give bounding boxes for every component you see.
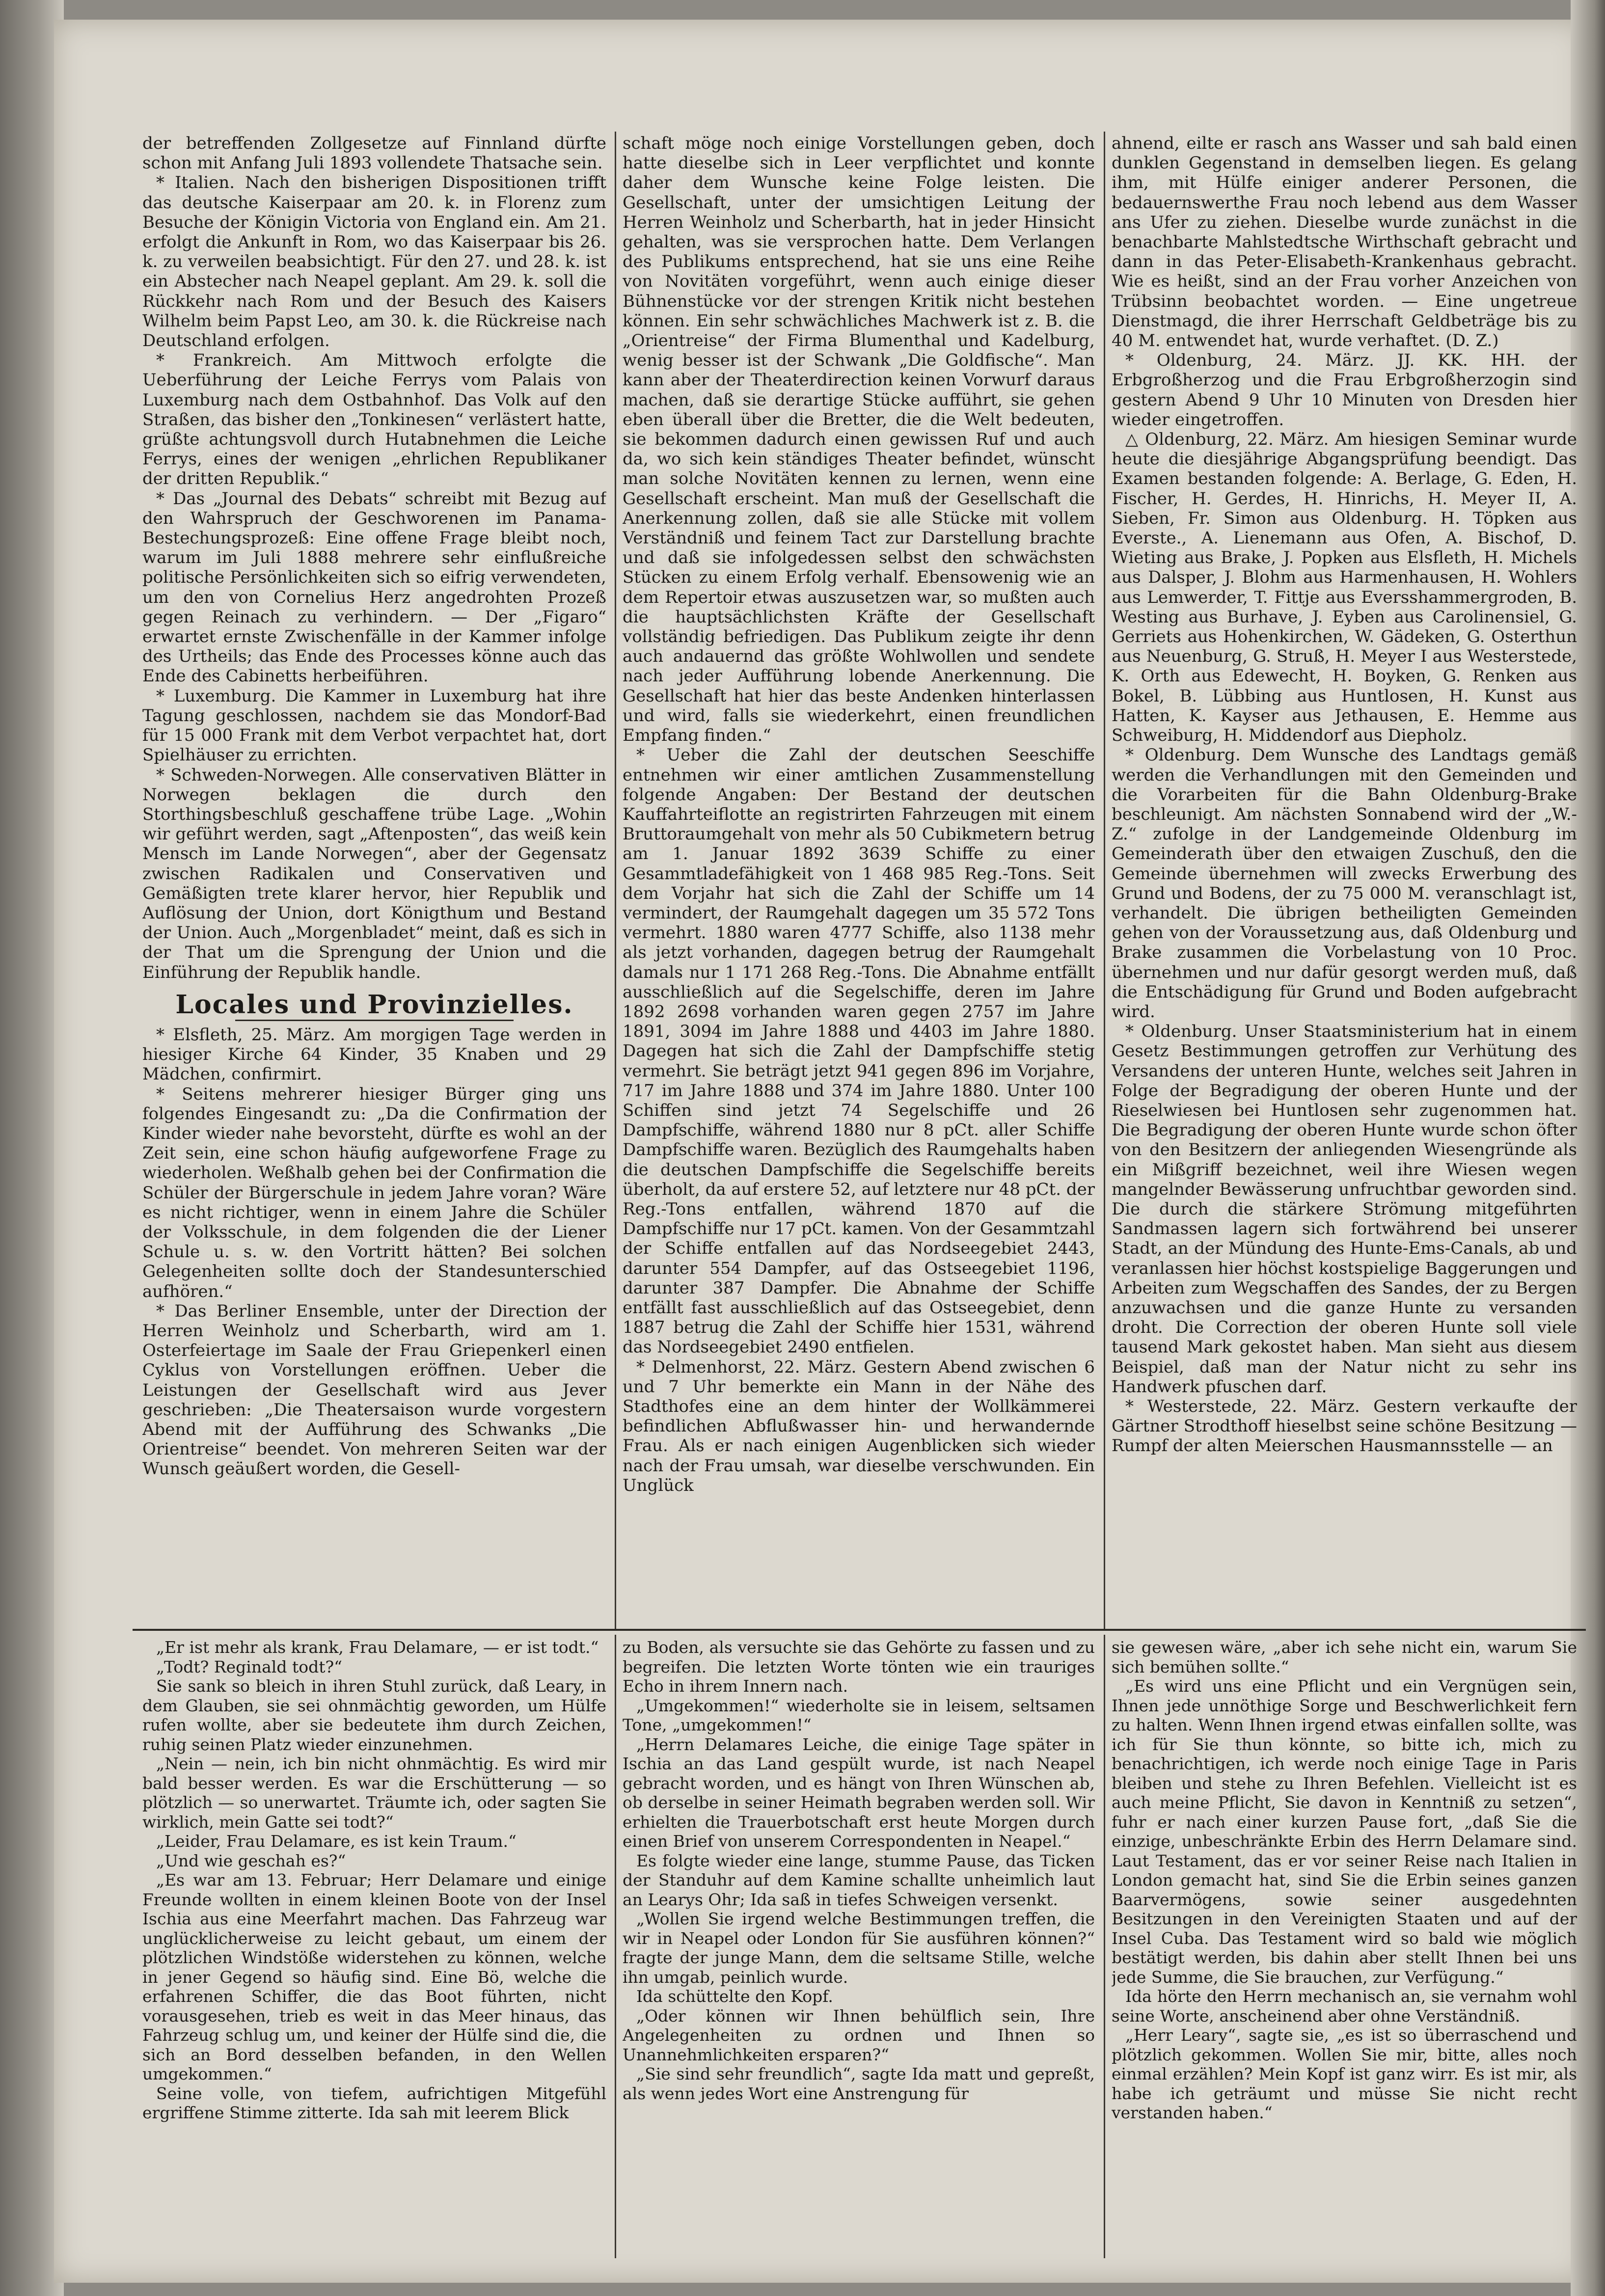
serial-paragraph: „Es wird uns eine Pflicht und ein Vergnügen sein, Ihnen jede unnöthige Sorge und Beschwerlichkeit fern zu halten. Wenn Ihnen irgend etwas einfallen sollte, was ich für Sie thun könnte, so bitte ich, mich zu benachrichtigen, ich werde noch einige Tage in Paris bleiben und stehe zu Ihren Befehlen. Vielleicht ist es auch meine Pflicht, Sie davon in Kenntniß zu setzen“, fuhr er nach einer kurzen Pause fort, „daß Sie die einzige, unbeschränkte Erbin des Herrn Delamare sind. Laut Testament, das er vor seiner Reise nach Italien in London gemacht hat, sind Sie die Erbin seines ganzen Baarvermögens, sowie seiner ausgedehnten Besitzungen in den Vereinigten Staaten und auf der Insel Cuba. Das Testament wird so bald wie möglich bestätigt werden, bis dahin aber stellt Ihnen bei uns jede Summe, die Sie brauchen, zur Verfügung.“ [1112, 1676, 1577, 1987]
column-divider-2 [1104, 132, 1105, 1629]
feuilleton-column-1 [142, 1638, 606, 2256]
serial-paragraph: Sie sank so bleich in ihren Stuhl zurück, daß Leary, in dem Glauben, sie sei ohnmächtig geworden, um Hülfe rufen wollte, aber sie bedeutete ihm durch Zeichen, ruhig seinen Platz wieder einzunehmen. [142, 1676, 606, 1754]
serial-paragraph: „Herrn Delamares Leiche, die einige Tage später in Ischia an das Land gespült wurde, ist nach Neapel gebracht worden, und es hängt von Ihren Wünschen ab, ob derselbe in seiner Heimath begraben werden soll. Wir erhielten die Trauerbotschaft erst heute Morgen durch einen Brief von unserem Correspondenten in Neapel.“ [623, 1734, 1095, 1851]
serial-paragraph: „Leider, Frau Delamare, es ist kein Traum.“ [156, 1832, 517, 1851]
serial-paragraph: „Sie sind sehr freundlich“, sagte Ida matt und gepreßt, als wenn jedes Wort eine Anstrengung für [623, 2064, 1095, 2103]
article-finnland: der betreffenden Zollgesetze auf Finnland dürfte schon mit Anfang Juli 1893 vollendete Thatsache sein. [142, 134, 606, 173]
news-column-1 [142, 134, 606, 1626]
article-schweden-norwegen: * Schweden-Norwegen. Alle conservativen Blätter in Norwegen beklagen die durch den Storthingsbeschluß geschaffene trübe Lage. „Wohin wir geführt werden, sagt „Aftenposten“, das weiß kein Mensch im Lande Norwegen“, aber der Gegensatz zwischen Radikalen und Conservativen und Gemäßigten trete klarer hervor, hier Republik und Auflösung der Union, dort Königthum und Bestand der Union. Auch „Morgenbladet“ meint, daß es sich in der That um die Sprengung der Union und die Einführung der Republik handle. [142, 765, 606, 982]
article-oldenburg-hunte: * Oldenburg. Unser Staatsministerium hat in einem Gesetz Bestimmungen getroffen zur Verhütung des Versandens der unteren Hunte, welches seit Jahren in Folge der Begradigung der oberen Hunte und der Rieselwiesen bei Huntlosen sehr zugenommen hat. Die Begradigung der oberen Hunte wurde schon öfter von den Besitzern der anliegenden Wiesengründe als ein Mißgriff bezeichnet, weil ihre Wiesen wegen mangelnder Bewässerung unfruchtbar geworden sind. Die durch die stärkere Strömung mitgeführten Sandmassen lagern sich fortwährend bei unserer Stadt, an der Mündung des Hunte-Ems-Canals, ab und veranlassen hier höchst kostspielige Baggerungen und Arbeiten zum Wegschaffen des Sandes, der zu Bergen anzuwachsen und die ganze Hunte zu versanden droht. Die Correction der oberen Hunte soll viele tausend Mark gekostet haben. Man sieht aus diesem Beispiel, daß man der Natur nicht zu sehr ins Handwerk pfuschen darf. [1112, 1022, 1577, 1397]
section-heading-rule [235, 1020, 514, 1021]
serial-paragraph: „Wollen Sie irgend welche Bestimmungen treffen, die wir in Neapel oder London für Sie ausführen können?“ fragte der junge Mann, dem die seltsame Stille, welche ihn umgab, peinlich wurde. [623, 1909, 1095, 1987]
article-oldenburg-seminar: △ Oldenburg, 22. März. Am hiesigen Seminar wurde heute die diesjährige Abgangsprüfung beendigt. Das Examen bestanden folgende: A. Berlage, G. Eden, H. Fischer, H. Gerdes, H. Hinrichs, H. Meyer II, A. Sieben, Fr. Simon aus Oldenburg. H. Töpken aus Everste., A. Lienemann aus Ofen, A. Bischof, D. Wieting aus Brake, J. Popken aus Elsfleth, H. Michels aus Dalsper, J. Blohm aus Harmenhausen, H. Wohlers aus Lemwerder, T. Fittje aus Eversshammergroden, B. Westing aus Burhave, J. Eyben aus Carolinensiel, G. Gerriets aus Hohenkirchen, W. Gädeken, G. Osterthun aus Neuenburg, G. Struß, H. Meyer I aus Westerstede, K. Orth aus Edewecht, H. Boyken, G. Renken aus Bokel, B. Lübbing aus Huntlosen, H. Kunst aus Hatten, K. Kayser aus Jethausen, E. Hemme aus Schweiburg, H. Middendorf aus Diepholz. [1112, 430, 1577, 746]
article-delmenhorst-continued: ahnend, eilte er rasch ans Wasser und sah bald einen dunklen Gegenstand in demselben liegen. Es gelang ihm, mit Hülfe einiger anderer Personen, die bedauernswerthe Frau noch lebend aus dem Wasser ans Ufer zu ziehen. Dieselbe wurde zunächst in die benachbarte Mahlstedtsche Wirthschaft gebracht und dann in das Peter-Elisabeth-Krankenhaus gebracht. Wie es heißt, sind an der Frau vorher Anzeichen von Trübsinn beobachtet worden. — Eine ungetreue Dienstmagd, die ihrer Herrschaft Geldbeträge bis zu 40 M. entwendet hat, wurde verhaftet. (D. Z.) [1112, 134, 1577, 351]
article-oldenburg-bahn: * Oldenburg. Dem Wunsche des Landtags gemäß werden die Verhandlungen mit den Gemeinden und die Vorarbeiten für die Bahn Oldenburg-Brake beschleunigt. Am nächsten Sonnabend wird der „W.-Z.“ zufolge in der Landgemeinde Oldenburg im Gemeinderath über den etwaigen Zuschuß, den die Gemeinde übernehmen will zwecks Erwerbung des Grund und Bodens, der zu 75 000 M. veranschlagt ist, verhandelt. Die übrigen betheiligten Gemeinden gehen von der Voraussetzung aus, daß Oldenburg und Brake zusammen die Vorbelastung von 10 Proc. übernehmen und nur dafür gesorgt werden muß, daß die Entschädigung für Grund und Boden aufgebracht wird. [1112, 745, 1577, 1022]
feuilleton-column-3 [1112, 1638, 1577, 2256]
serial-paragraph: Ida hörte den Herrn mechanisch an, sie vernahm wohl seine Worte, anscheinend aber ohne Verständniß. [1112, 1987, 1577, 2026]
article-oldenburg-erbgrossherzog: * Oldenburg, 24. März. JJ. KK. HH. der Erbgroßherzog und die Frau Erbgroßherzogin sind gestern Abend 9 Uhr 10 Minuten von Dresden hier wieder eingetroffen. [1112, 351, 1577, 430]
article-frankreich: * Frankreich. Am Mittwoch erfolgte die Ueberführung der Leiche Ferrys vom Palais von Luxemburg nach dem Ostbahnhof. Das Volk auf den Straßen, das bisher den „Tonkinesen“ verlästert hatte, grüßte achtungsvoll durch Hutabnehmen die Leiche Ferrys, eines der wenigen „ehrlichen Republikaner der dritten Republik.“ [142, 351, 606, 489]
article-westerstede: * Westerstede, 22. März. Gestern verkaufte der Gärtner Strodthoff hieselbst seine schöne Besitzung — Rumpf der alten Meierschen Hausmannsstelle — an [1112, 1397, 1577, 1456]
serial-paragraph: „Es war am 13. Februar; Herr Delamare und einige Freunde wollten in einem kleinen Boote von der Insel Ischia aus eine Meerfahrt machen. Das Fahrzeug war unglücklicherweise zu leicht gebaut, um einem der plötzlichen Windstöße widerstehen zu können, welche in jener Gegend so häufig sind. Eine Bö, welche die erfahrenen Schiffer, die das Boot führten, nicht vorausgesehen, trieb es weit in das Meer hinaus, das Fahrzeug schlug um, und keiner der Hülfe sind die, die sich an Bord desselben befanden, in den Wellen umgekommen.“ [142, 1870, 606, 2083]
article-seeschiffe: * Ueber die Zahl der deutschen Seeschiffe entnehmen wir einer amtlichen Zusammenstellung folgende Angaben: Der Bestand der deutschen Kauffahrteiflotte an registrirten Fahrzeugen mit einem Bruttoraumgehalt von mehr als 50 Cubikmetern betrug am 1. Januar 1892 3639 Schiffe zu einer Gesammtladefähigkeit von 1 468 985 Reg.-Tons. Seit dem Vorjahr hat sich die Zahl der Schiffe um 14 vermindert, der Raumgehalt dagegen um 35 572 Tons vermehrt. 1880 waren 4777 Schiffe, also 1138 mehr als jetzt vorhanden, dagegen betrug der Raumgehalt damals nur 1 171 268 Reg.-Tons. Die Abnahme entfällt ausschließlich auf die Segelschiffe, deren im Jahre 1892 2698 vorhanden waren gegen 2757 im Jahre 1891, 3094 im Jahre 1888 und 4403 im Jahre 1880. Dagegen hat sich die Zahl der Dampfschiffe stetig vermehrt. Sie beträgt jetzt 941 gegen 896 im Vorjahre, 717 im Jahre 1888 und 374 im Jahre 1880. Unter 100 Schiffen sind jetzt 74 Segelschiffe und 26 Dampfschiffe, während 1880 nur 8 pCt. aller Schiffe Dampfschiffe waren. Bezüglich des Raumgehalts haben die deutschen Dampfschiffe die Segelschiffe bereits überholt, da auf erstere 52, auf letztere nur 48 pCt. der Reg.-Tons entfallen, während 1870 auf die Dampfschiffe nur 17 pCt. kamen. Von der Gesammtzahl der Schiffe entfallen auf das Nordseegebiet 2443, darunter 554 Dampfer, auf das Ostseegebiet 1196, darunter 387 Dampfer. Die Abnahme der Schiffe entfällt fast ausschließlich auf das Ostseegebiet, denn 1887 betrug die Zahl der Schiffe hier 1531, während das Nordseegebiet 2490 entfielen. [623, 745, 1095, 1357]
serial-paragraph: „Oder können wir Ihnen behülflich sein, Ihre Angelegenheiten zu ordnen und Ihnen so Unannehmlichkeiten ersparen?“ [623, 2006, 1095, 2064]
article-delmenhorst: * Delmenhorst, 22. März. Gestern Abend zwischen 6 und 7 Uhr bemerkte ein Mann in der Nähe des Stadthofes eine an dem hinter der Wollkämmerei befindlichen Abflußwasser hin- und herwandernde Frau. Als er nach einigen Augenblicken sich wieder nach der Frau umsah, war dieselbe verschwunden. Ein Unglück [623, 1357, 1095, 1495]
feuilleton-divider-1 [615, 1635, 616, 2258]
serial-paragraph: sie gewesen wäre, „aber ich sehe nicht ein, warum Sie sich bemühen sollte.“ [1112, 1638, 1577, 1676]
article-berliner-ensemble: * Das Berliner Ensemble, unter der Direction der Herren Weinholz und Scherbarth, wird am 1. Osterfeiertage im Saale der Frau Griepenkerl einen Cyklus von Vorstellungen eröffnen. Ueber die Leistungen der Gesellschaft wird aus Jever geschrieben: „Die Theatersaison wurde vorgestern Abend mit der Aufführung des Schwanks „Die Orientreise“ beendet. Von mehreren Seiten war der Wunsch geäußert worden, die Gesell- [142, 1301, 606, 1479]
article-luxemburg: * Luxemburg. Die Kammer in Luxemburg hat ihre Tagung geschlossen, nachdem sie das Mondorf-Bad für 15 000 Frank mit dem Verbot verpachtet hat, dort Spielhäuser zu errichten. [142, 686, 606, 765]
serial-paragraph: Es folgte wieder eine lange, stumme Pause, das Ticken der Standuhr auf dem Kamine schallte unheimlich laut an Learys Ohr; Ida saß in tiefes Schweigen versenkt. [623, 1851, 1095, 1909]
serial-paragraph: „Herr Leary“, sagte sie, „es ist so überraschend und plötzlich gekommen. Wollen Sie mir, bitte, alles noch einmal erzählen? Mein Kopf ist ganz wirr. Es ist mir, als habe ich geträumt und müsse Sie nicht recht verstanden haben.“ [1112, 2026, 1577, 2122]
serial-paragraph: Seine volle, von tiefem, aufrichtigen Mitgefühl ergriffene Stimme zitterte. Ida sah mit leerem Blick [142, 2083, 606, 2122]
section-heading-locales: Locales und Provinzielles. [175, 989, 573, 1020]
article-journal-des-debats: * Das „Journal des Debats“ schreibt mit Bezug auf den Wahrspruch der Geschworenen im Panama-Bestechungsprozeß: Eine offene Frage bleibt noch, warum im Juli 1888 mehrere sehr einflußreiche politische Persönlichkeiten sich so eifrig verwendeten, um den von Cornelius Herz angedrohten Prozeß gegen Reinach zu verhindern. — Der „Figaro“ erwartet ernste Zwischenfälle in der Kammer infolge des Urtheils; das Ende des Processes könne auch das Ende des Cabinetts herbeiführen. [142, 488, 606, 686]
feuilleton-divider-2 [1104, 1635, 1105, 2258]
serial-paragraph: „Todt? Reginald todt?“ [156, 1657, 343, 1676]
serial-paragraph: Ida schüttelte den Kopf. [636, 1987, 833, 2006]
article-ensemble-continued: schaft möge noch einige Vorstellungen geben, doch hatte dieselbe sich in Leer verpflichtet und konnte daher dem Wunsche keine Folge leisten. Die Gesellschaft, unter der umsichtigen Leitung der Herren Weinholz und Scherbarth, hat in jeder Hinsicht gehalten, was sie versprochen hatte. Dem Verlangen des Publikums entsprechend, hat sie uns eine Reihe von Novitäten vorgeführt, wenn auch einige dieser Bühnenstücke vor der strengen Kritik nicht bestehen können. Ein sehr schwächliches Machwerk ist z. B. die „Orientreise“ der Firma Blumenthal und Kadelburg, wenig besser ist der Schwank „Die Goldfische“. Man kann aber der Theaterdirection keinen Vorwurf daraus machen, daß sie derartige Stücke aufführt, sie gehen eben überall über die Bretter, die die Welt bedeuten, sie bekommen dadurch einen gewissen Ruf und auch da, wo sich kein ständiges Theater befindet, wünscht man solche Novitäten kennen zu lernen, wenn eine Gesellschaft erscheint. Man muß der Gesellschaft die Anerkennung zollen, daß sie alle Stücke mit vollem Verständniß und feinem Tact zur Darstellung brachte und daß sie infolgedessen selbst den schwächsten Stücken zu einem Erfolg verhalf. Ebensowenig wie an dem Repertoir etwas auszusetzen war, so mußten auch die hauptsächlichsten Kräfte der Gesellschaft vollständig befriedigen. Das Publikum zeigte ihr denn auch andauernd das größte Wohlwollen und sendete nach jeder Aufführung lobende Anerkennung. Die Gesellschaft hat hier das beste Andenken hinterlassen und wird, falls sie wiederkehrt, einen freundlichen Empfang finden.“ [623, 134, 1095, 746]
serial-paragraph: „Er ist mehr als krank, Frau Delamare, — er ist todt.“ [156, 1638, 599, 1657]
news-column-2 [623, 134, 1095, 1626]
feuilleton-separator [133, 1629, 1586, 1631]
news-column-3 [1112, 134, 1577, 1626]
article-elsfleth: * Elsfleth, 25. März. Am morgigen Tage werden in hiesiger Kirche 64 Kinder, 35 Knaben und 29 Mädchen, confirmirt. [142, 1025, 606, 1084]
article-italien: * Italien. Nach den bisherigen Dispositionen trifft das deutsche Kaiserpaar am 20. k. in Florenz zum Besuche der Königin Victoria von England ein. Am 21. erfolgt die Ankunft in Rom, wo das Kaiserpaar bis 26. k. zu verweilen beabsichtigt. Für den 27. und 28. k. ist ein Abstecher nach Neapel geplant. Am 29. k. soll die Rückkehr nach Rom und der Besuch des Kaisers Wilhelm beim Papst Leo, am 30. k. die Rückreise nach Deutschland erfolgen. [142, 173, 606, 351]
serial-paragraph: zu Boden, als versuchte sie das Gehörte zu fassen und zu begreifen. Die letzten Worte tönten wie ein trauriges Echo in ihrem Innern nach. [623, 1638, 1095, 1696]
serial-paragraph: „Nein — nein, ich bin nicht ohnmächtig. Es wird mir bald besser werden. Es war die Erschütterung — so plötzlich — so unerwartet. Träumte ich, oder sagten Sie wirklich, mein Gatte sei todt?“ [142, 1754, 606, 1832]
feuilleton-column-2 [623, 1638, 1095, 2256]
column-divider-1 [615, 132, 616, 1629]
serial-paragraph: „Umgekommen!“ wiederholte sie in leisem, seltsamen Tone, „umgekommen!“ [623, 1696, 1095, 1734]
article-eingesandt: * Seitens mehrerer hiesiger Bürger ging uns folgendes Eingesandt zu: „Da die Confirmation der Kinder wieder nahe bevorsteht, dürfte es wohl an der Zeit sein, eine schon häufig aufgeworfene Frage zu wiederholen. Weßhalb gehen bei der Confirmation die Schüler der Bürgerschule in jedem Jahre voran? Wäre es nicht richtiger, wenn in einem Jahre die Schüler der Volksschule, in dem folgenden die der Liener Schule u. s. w. den Vortritt hätten? Bei solchen Gelegenheiten sollte doch der Standesunterschied aufhören.“ [142, 1084, 606, 1301]
serial-paragraph: „Und wie geschah es?“ [156, 1851, 346, 1870]
